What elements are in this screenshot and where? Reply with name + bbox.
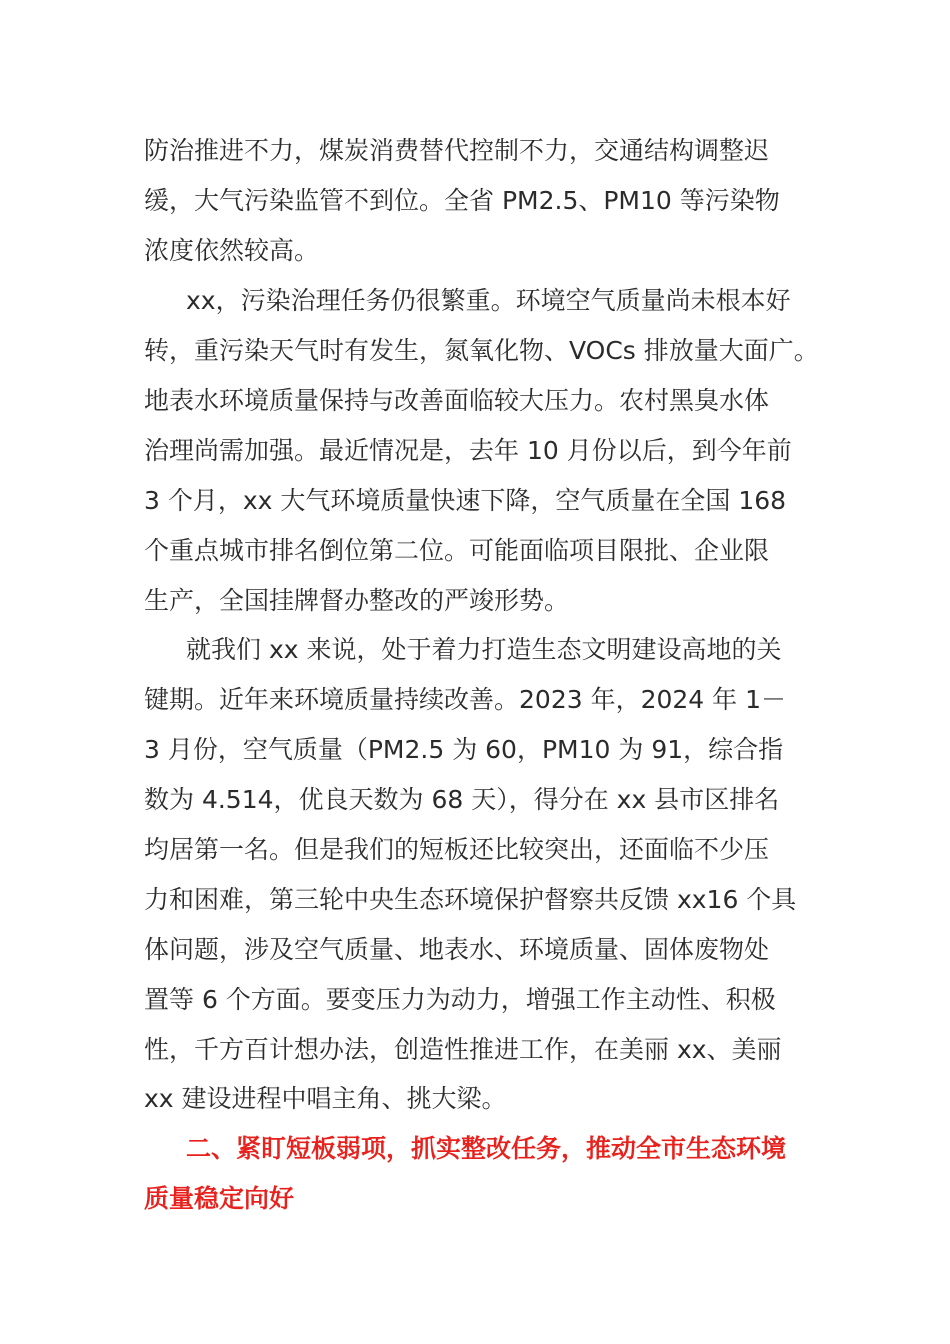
paragraph-1-line-2: 缓，大气污染监管不到位。全省 PM2.5、PM10 等污染物	[144, 186, 780, 215]
paragraph-3-line-10: xx 建设进程中唱主角、挑大梁。	[144, 1084, 507, 1113]
paragraph-1-line-1: 防治推进不力，煤炭消费替代控制不力，交通结构调整迟	[144, 136, 770, 165]
paragraph-2-line-5: 3 个月，xx 大气环境质量快速下降，空气质量在全国 168	[144, 486, 787, 515]
paragraph-2-line-2: 转，重污染天气时有发生，氮氧化物、VOCs 排放量大面广。	[144, 336, 819, 365]
paragraph-3-line-2: 键期。近年来环境质量持续改善。2023 年，2024 年 1－	[144, 685, 786, 714]
paragraph-3-line-4: 数为 4.514，优良天数为 68 天），得分在 xx 县市区排名	[144, 785, 780, 814]
section-heading-line-1: 二、紧盯短板弱项，抓实整改任务，推动全市生态环境	[186, 1134, 787, 1163]
paragraph-3-line-8: 置等 6 个方面。要变压力为动力，增强工作主动性、积极	[144, 985, 776, 1014]
paragraph-3-line-3: 3 月份，空气质量（PM2.5 为 60，PM10 为 91，综合指	[144, 735, 784, 764]
paragraph-3-line-5: 均居第一名。但是我们的短板还比较突出，还面临不少压	[144, 835, 770, 864]
paragraph-2-line-4: 治理尚需加强。最近情况是，去年 10 月份以后，到今年前	[144, 436, 792, 465]
paragraph-3-line-9: 性，千方百计想办法，创造性推进工作，在美丽 xx、美丽	[144, 1035, 782, 1064]
paragraph-2-line-1: xx，污染治理任务仍很繁重。环境空气质量尚未根本好	[186, 286, 791, 315]
paragraph-3-line-6: 力和困难，第三轮中央生态环境保护督察共反馈 xx16 个具	[144, 885, 797, 914]
paragraph-3-line-1: 就我们 xx 来说，处于着力打造生态文明建设高地的关	[186, 635, 782, 664]
paragraph-2-line-7: 生产，全国挂牌督办整改的严竣形势。	[144, 586, 570, 615]
paragraph-3-line-7: 体问题，涉及空气质量、地表水、环境质量、固体废物处	[144, 935, 770, 964]
paragraph-2-line-6: 个重点城市排名倒位第二位。可能面临项目限批、企业限	[144, 536, 770, 565]
paragraph-1-line-3: 浓度依然较高。	[144, 236, 320, 265]
paragraph-2-line-3: 地表水环境质量保持与改善面临较大压力。农村黑臭水体	[144, 386, 770, 415]
section-heading-line-2: 质量稳定向好	[144, 1184, 295, 1213]
